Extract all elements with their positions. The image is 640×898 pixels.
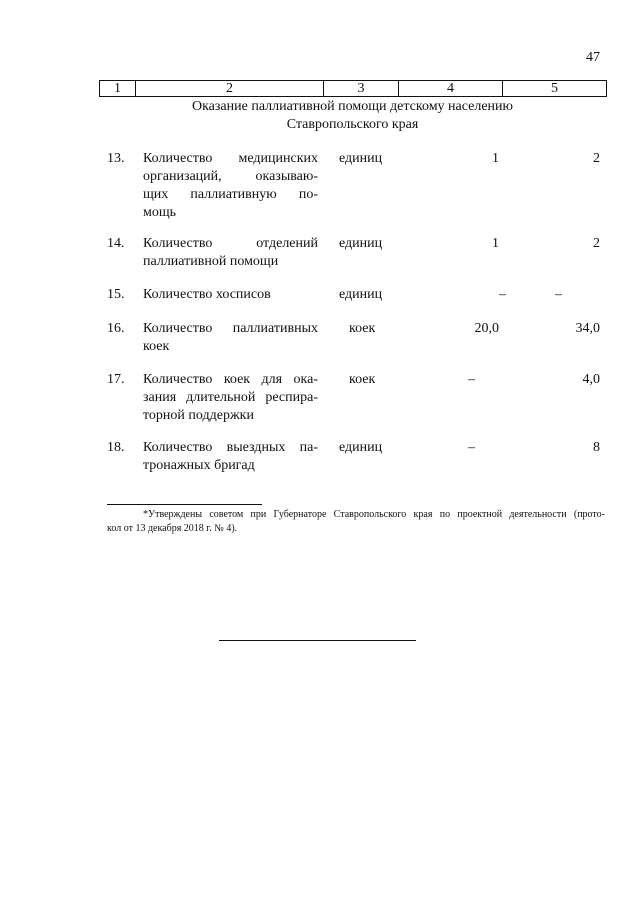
- row-name-line: тронажных бригад: [143, 458, 255, 473]
- row-value-col5: 2: [593, 236, 600, 251]
- section-title-line-2: Ставропольского края: [286, 117, 419, 132]
- row-number: 15.: [107, 287, 125, 302]
- row-name: [143, 150, 318, 222]
- row-name-line: Количество медицинских: [143, 151, 318, 166]
- row-name-line: паллиативной помощи: [143, 254, 279, 269]
- row-name-line: мощь: [143, 205, 177, 220]
- row-unit: единиц: [339, 287, 383, 302]
- row-name: [143, 371, 318, 425]
- row-unit: коек: [349, 321, 376, 336]
- row-name-line: организаций, оказываю-: [143, 169, 318, 184]
- row-name-line: Количество хосписов: [143, 287, 271, 302]
- column-header-table: [99, 80, 607, 97]
- column-header-4: 4: [399, 81, 503, 97]
- row-value-col5: –: [555, 287, 562, 302]
- footnote-divider: [107, 504, 262, 505]
- row-name: [143, 320, 318, 356]
- row-unit: единиц: [339, 440, 383, 455]
- footnote-line-2: кол от 13 декабря 2018 г. № 4).: [107, 523, 238, 534]
- row-name: [143, 286, 318, 304]
- row-name-line: Количество паллиативных: [143, 321, 318, 336]
- row-value-col5: 8: [593, 440, 600, 455]
- section-title-line-1: Оказание паллиативной помощи детскому населению: [191, 99, 514, 114]
- section-title: [99, 98, 606, 134]
- row-value-col4: 1: [492, 151, 499, 166]
- row-name-line: зания длительной респира-: [143, 390, 318, 405]
- row-value-col4: –: [468, 440, 475, 455]
- footnote: [107, 508, 605, 536]
- row-name-line: щих паллиативную по-: [143, 187, 318, 202]
- row-number: 13.: [107, 151, 125, 166]
- column-header-1: 1: [100, 81, 136, 97]
- row-value-col4: 1: [492, 236, 499, 251]
- row-name-line: Количество коек для ока-: [143, 372, 318, 387]
- page-number: 47: [586, 50, 600, 65]
- row-unit: единиц: [339, 236, 383, 251]
- row-value-col5: 2: [593, 151, 600, 166]
- column-header-5: 5: [503, 81, 607, 97]
- row-value-col4: 20,0: [474, 321, 499, 336]
- column-header-2: 2: [136, 81, 324, 97]
- row-name-line: Количество отделений: [143, 236, 318, 251]
- row-number: 14.: [107, 236, 125, 251]
- row-name: [143, 235, 318, 271]
- row-number: 16.: [107, 321, 125, 336]
- row-value-col4: –: [468, 372, 475, 387]
- row-value-col4: –: [499, 287, 506, 302]
- row-unit: коек: [349, 372, 376, 387]
- column-header-row: [100, 81, 607, 97]
- row-name-line: торной поддержки: [143, 408, 254, 423]
- row-number: 18.: [107, 440, 125, 455]
- row-value-col5: 34,0: [575, 321, 600, 336]
- row-name-line: Количество выездных па-: [143, 440, 318, 455]
- row-name-line: коек: [143, 339, 170, 354]
- column-header-3: 3: [324, 81, 399, 97]
- row-name: [143, 439, 318, 475]
- row-value-col5: 4,0: [582, 372, 600, 387]
- end-divider: [219, 640, 416, 641]
- row-number: 17.: [107, 372, 125, 387]
- row-unit: единиц: [339, 151, 383, 166]
- footnote-line-1: *Утверждены советом при Губернаторе Ставропольского края по проектной деятельности (прото-: [143, 509, 605, 520]
